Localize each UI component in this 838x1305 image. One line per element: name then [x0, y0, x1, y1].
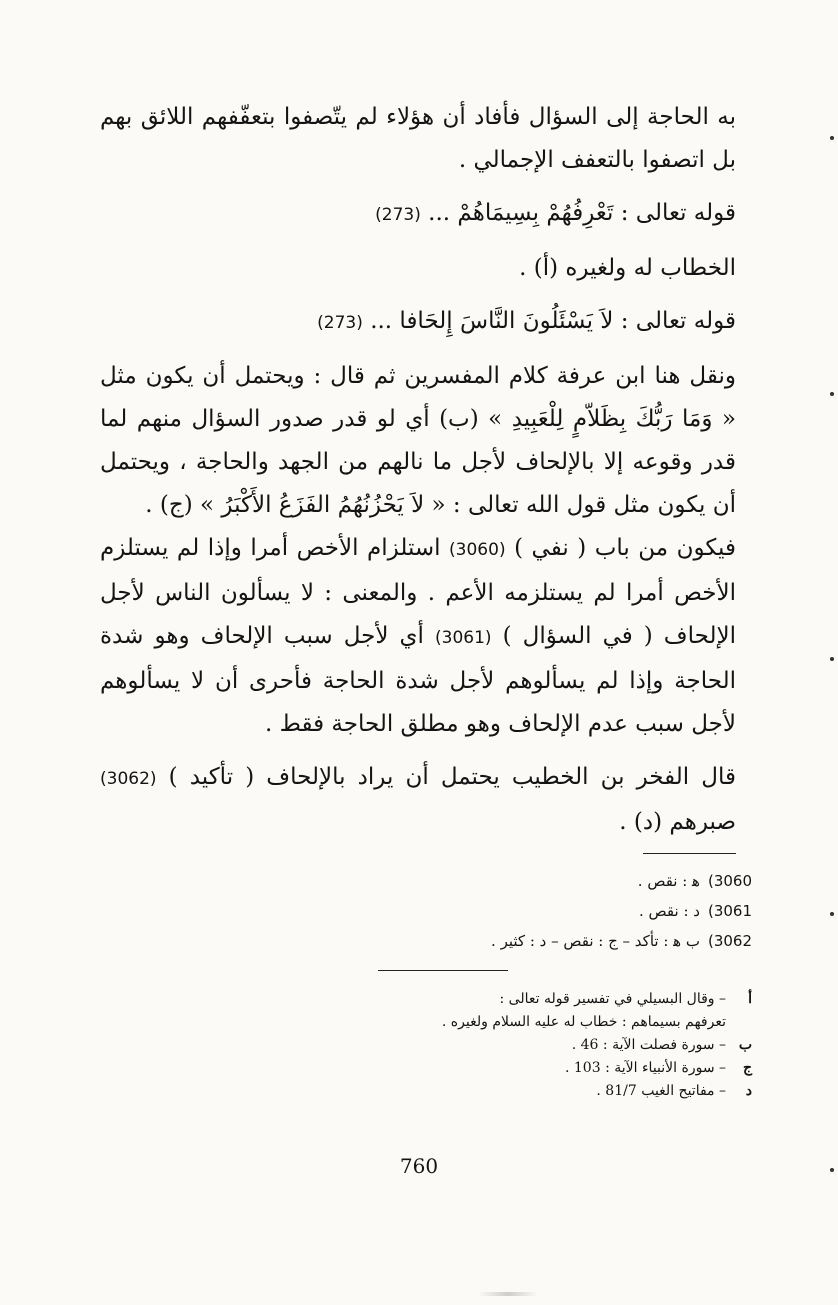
footnote-divider: [643, 853, 736, 854]
note-text: – وقال البسيلي في تفسير قوله تعالى :: [499, 991, 726, 1007]
editor-notes: [300, 988, 752, 1103]
footnote-text: ب ﻫ : تأكد – ج : نقص – د : كثير .: [491, 932, 700, 950]
note-item-c: [300, 1057, 752, 1080]
paragraph-5: [100, 756, 736, 844]
footnote-text: ﻫ : نقص .: [637, 872, 700, 890]
paragraph-3: ونقل هنا ابن عرفة كلام المفسرين ثم قال : ويحتمل أن يكون مثل « وَمَا رَبُّكَ بِظَلاّمٍ لِلْعَبِيدِ » (ب) أي لو قدر صدور السؤال منهم لما قدر وقوعه إلا بالإلحاف لأجل ما نالهم من الجهد والحاجة ، ويحتمل أن يكون مثل قول الله تعالى : « لاَ يَحْزُنُهُمُ الفَزَعُ الأَكْبَرُ » (ج) .: [100, 363, 736, 518]
paragraph-4-part-b: استلزام الأخص أمرا وإذا لم يستلزم الأخص أمرا لم يستلزمه الأعم . والمعنى : لا يسألون الناس لأجل الإلحاف ( في السؤال ): [100, 535, 737, 649]
scan-mark: [830, 1168, 834, 1172]
page-number: 760: [399, 1154, 439, 1178]
note-letter: ج: [742, 1060, 752, 1076]
verse-1-text: قوله تعالى : تَعْرِفُهُمْ بِسِيمَاهُمْ ...: [428, 200, 736, 226]
footnote-number: (3061: [707, 902, 752, 920]
paragraph-1: به الحاجة إلى السؤال فأفاد أن هؤلاء لم يتّصفوا بتعفّفهم اللائق بهم بل اتصفوا بالتعفف الإجمالي .: [100, 104, 736, 173]
paragraph-4-part-c: أي لأجل سبب الإلحاف وهو شدة الحاجة وإذا لم يسألوهم لأجل شدة الحاجة فأحرى أن لا يسألوهم لأجل سبب عدم الإلحاف وهو مطلق الحاجة فقط .: [100, 623, 736, 737]
paragraph-4-part-a: فيكون من باب ( نفي ): [514, 535, 736, 561]
note-item-a: [300, 988, 752, 1011]
scan-smudge: [478, 1292, 538, 1296]
footnote-number: (3060: [707, 872, 752, 890]
scan-mark: [830, 136, 834, 140]
note-item-a-continuation: تعرفهم بسيماهم : خطاب له عليه السلام ولغيره .: [441, 1014, 726, 1030]
paragraph-5-part-b: صبرهم (د) .: [619, 809, 736, 835]
footnote-item: [360, 866, 752, 896]
note-letter: د: [745, 1083, 752, 1099]
paragraph-2: الخطاب له ولغيره (أ) .: [519, 255, 736, 281]
note-letter: ب: [738, 1037, 752, 1053]
main-text: [100, 96, 736, 844]
footnote-item: [360, 926, 752, 956]
footnote-text: د : نقص .: [639, 902, 700, 920]
note-letter: أ: [748, 991, 752, 1007]
note-item-d: [300, 1080, 752, 1103]
verse-1-ref: (273): [375, 205, 421, 225]
note-text: – سورة الأنبياء الآية : 103 .: [564, 1060, 726, 1076]
note-text: – سورة فصلت الآية : 46 .: [571, 1037, 726, 1053]
scan-mark: [830, 657, 834, 661]
footnotes: [360, 866, 752, 956]
footnote-item: [360, 896, 752, 926]
note-item-b: [300, 1034, 752, 1057]
verse-2-ref: (273): [317, 313, 363, 333]
scan-mark: [830, 392, 834, 396]
footnote-ref-3060: (3060): [449, 540, 506, 560]
verse-2-text: قوله تعالى : لاَ يَسْئَلُونَ النَّاسَ إِلحَافا ...: [370, 308, 736, 334]
footnote-ref-3061: (3061): [435, 628, 492, 648]
notes-divider: [378, 970, 508, 971]
verse-1-line: [100, 192, 736, 237]
footnote-ref-3062: (3062): [100, 769, 157, 789]
verse-2-line: [100, 300, 736, 345]
footnote-number: (3062: [707, 932, 752, 950]
note-text: – مفاتيح الغيب 81/7 .: [596, 1083, 726, 1099]
paragraph-4: [100, 527, 736, 746]
scan-mark: [830, 912, 834, 916]
paragraph-5-part-a: قال الفخر بن الخطيب يحتمل أن يراد بالإلحاف ( تأكيد ): [168, 764, 736, 790]
